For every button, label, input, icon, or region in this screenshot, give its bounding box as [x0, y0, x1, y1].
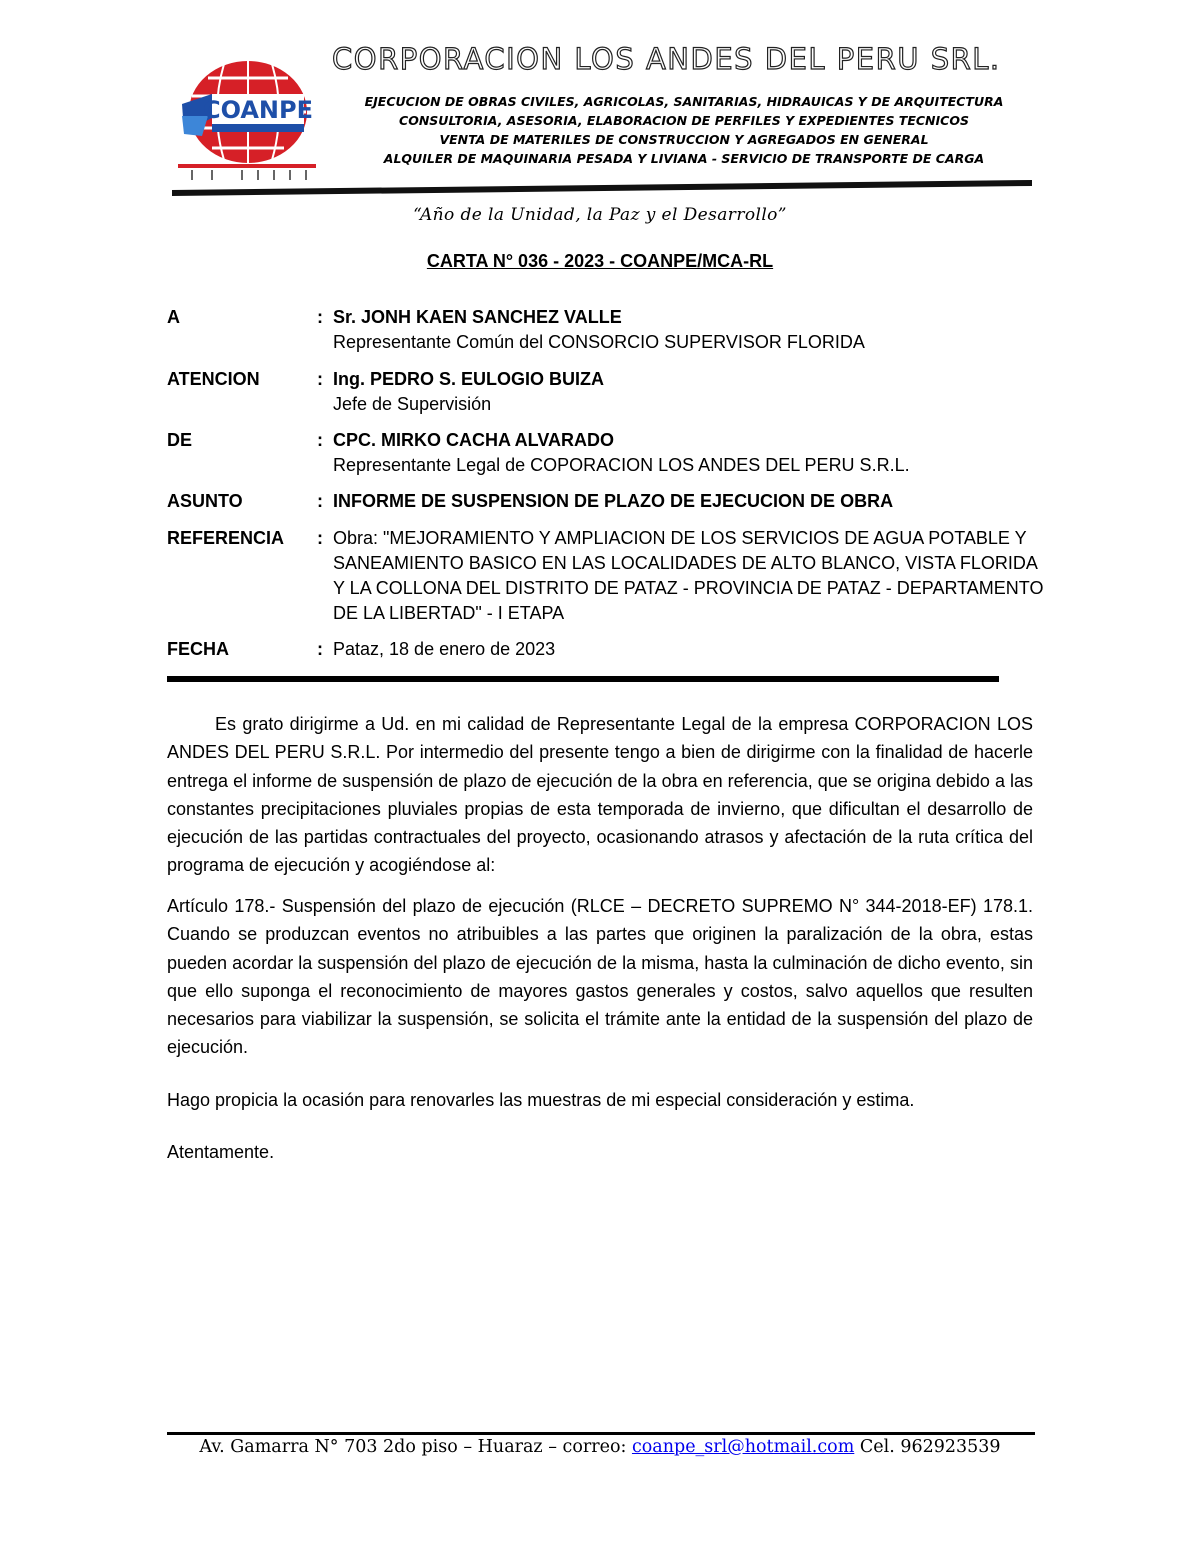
header-divider [172, 176, 1032, 198]
sender-role: Representante Legal de COPORACION LOS ANDES DEL PERU S.R.L. [333, 455, 910, 475]
sender-name: CPC. MIRKO CACHA ALVARADO [333, 430, 614, 450]
footer-contact [0, 1437, 1200, 1457]
field-value-fecha: Pataz, 18 de enero de 2023 [333, 639, 556, 659]
field-label-asunto: ASUNTO [167, 491, 243, 511]
fields-divider [167, 676, 999, 682]
reference-line: Obra: "MEJORAMIENTO Y AMPLIACION DE LOS SERVICIOS DE AGUA POTABLE Y [333, 528, 1027, 548]
field-colon: : [317, 528, 323, 548]
service-line: VENTA DE MATERILES DE CONSTRUCCION Y AGREGADOS EN GENERAL [439, 132, 929, 147]
field-colon: : [317, 639, 323, 659]
field-label-de: DE [167, 430, 193, 450]
company-services [334, 92, 1034, 168]
field-colon: : [317, 430, 323, 450]
attention-name: Ing. PEDRO S. EULOGIO BUIZA [333, 369, 605, 389]
field-value-referencia [333, 526, 1044, 626]
letter-number-title: CARTA N° 036 - 2023 - COANPE/MCA-RL [426, 251, 774, 271]
footer-phone: Cel. 962923539 [854, 1437, 1001, 1457]
recipient-name: Sr. JONH KAEN SANCHEZ VALLE [333, 307, 622, 327]
field-value-asunto: INFORME DE SUSPENSION DE PLAZO DE EJECUCION DE OBRA [333, 491, 894, 511]
field-colon: : [317, 491, 323, 511]
year-motto: “Año de la Unidad, la Paz y el Desarrollo” [413, 205, 787, 225]
service-line: CONSULTORIA, ASESORIA, ELABORACION DE PERFILES Y EXPEDIENTES TECNICOS [399, 113, 969, 128]
body-paragraph-1: Es grato dirigirme a Ud. en mi calidad de Representante Legal de la empresa CORPORACION LOS ANDES DEL PERU S.R.L. Por intermedio del presente tengo a bien de dirigirme con la finalidad de hacerle entrega el informe de suspensión de plazo de ejecución de la obra en referencia, que se origina debido a las constantes precipitaciones pluviales propias de esta temporada de invierno, que dificultan el desarrollo de ejecución de las partidas contractuales del proyecto, ocasionando atrasos y afectación de la ruta crítica del programa de ejecución y acogiéndose al: [167, 714, 1033, 876]
field-value-a [333, 305, 1038, 355]
field-label-referencia: REFERENCIA [167, 528, 285, 548]
attention-role: Jefe de Supervisión [333, 394, 492, 414]
logo-text: COANPE [202, 96, 314, 124]
closing-line: Hago propicia la ocasión para renovarles las muestras de mi especial consideración y estima. [167, 1090, 915, 1110]
field-value-de [333, 428, 1038, 478]
field-value-atencion [333, 367, 1038, 417]
reference-line: DE LA LIBERTAD" - I ETAPA [333, 603, 565, 623]
company-logo [172, 56, 320, 184]
company-name: CORPORACION LOS ANDES DEL PERU SRL. [332, 42, 1001, 76]
reference-line: SANEAMIENTO BASICO EN LAS LOCALIDADES DE ALTO BLANCO, VISTA FLORIDA [333, 553, 1038, 573]
service-line: EJECUCION DE OBRAS CIVILES, AGRICOLAS, SANITARIAS, HIDRAUICAS Y DE ARQUITECTURA [364, 94, 1004, 109]
signoff: Atentamente. [167, 1142, 275, 1162]
field-label-atencion: ATENCION [167, 369, 260, 389]
footer-divider [167, 1432, 1035, 1435]
field-colon: : [317, 307, 323, 327]
footer-email-link[interactable]: coanpe_srl@hotmail.com [631, 1437, 855, 1457]
field-colon: : [317, 369, 323, 389]
footer-address: Av. Gamarra N° 703 2do piso – Huaraz – correo: [199, 1437, 632, 1457]
body-paragraph-2: Artículo 178.- Suspensión del plazo de ejecución (RLCE – DECRETO SUPREMO N° 344-2018-EF) 178.1. Cuando se produzcan eventos no atribuibles a las partes que originen la paralización de la obra, estas pueden acordar la suspensión del plazo de ejecución de la misma, hasta la culminación de dicho evento, sin que ello suponga el reconocimiento de mayores gastos generales y costos, salvo aquellos que resulten necesarios para viabilizar la suspensión, se solicita el trámite ante la entidad de la suspensión del plazo de ejecución. [167, 896, 1033, 1058]
field-label-fecha: FECHA [167, 639, 229, 659]
reference-line: Y LA COLLONA DEL DISTRITO DE PATAZ - PROVINCIA DE PATAZ - DEPARTAMENTO [333, 578, 1044, 598]
field-label-a: A [167, 307, 180, 327]
recipient-role: Representante Común del CONSORCIO SUPERVISOR FLORIDA [333, 332, 865, 352]
service-line: ALQUILER DE MAQUINARIA PESADA Y LIVIANA - SERVICIO DE TRANSPORTE DE CARGA [383, 151, 985, 166]
